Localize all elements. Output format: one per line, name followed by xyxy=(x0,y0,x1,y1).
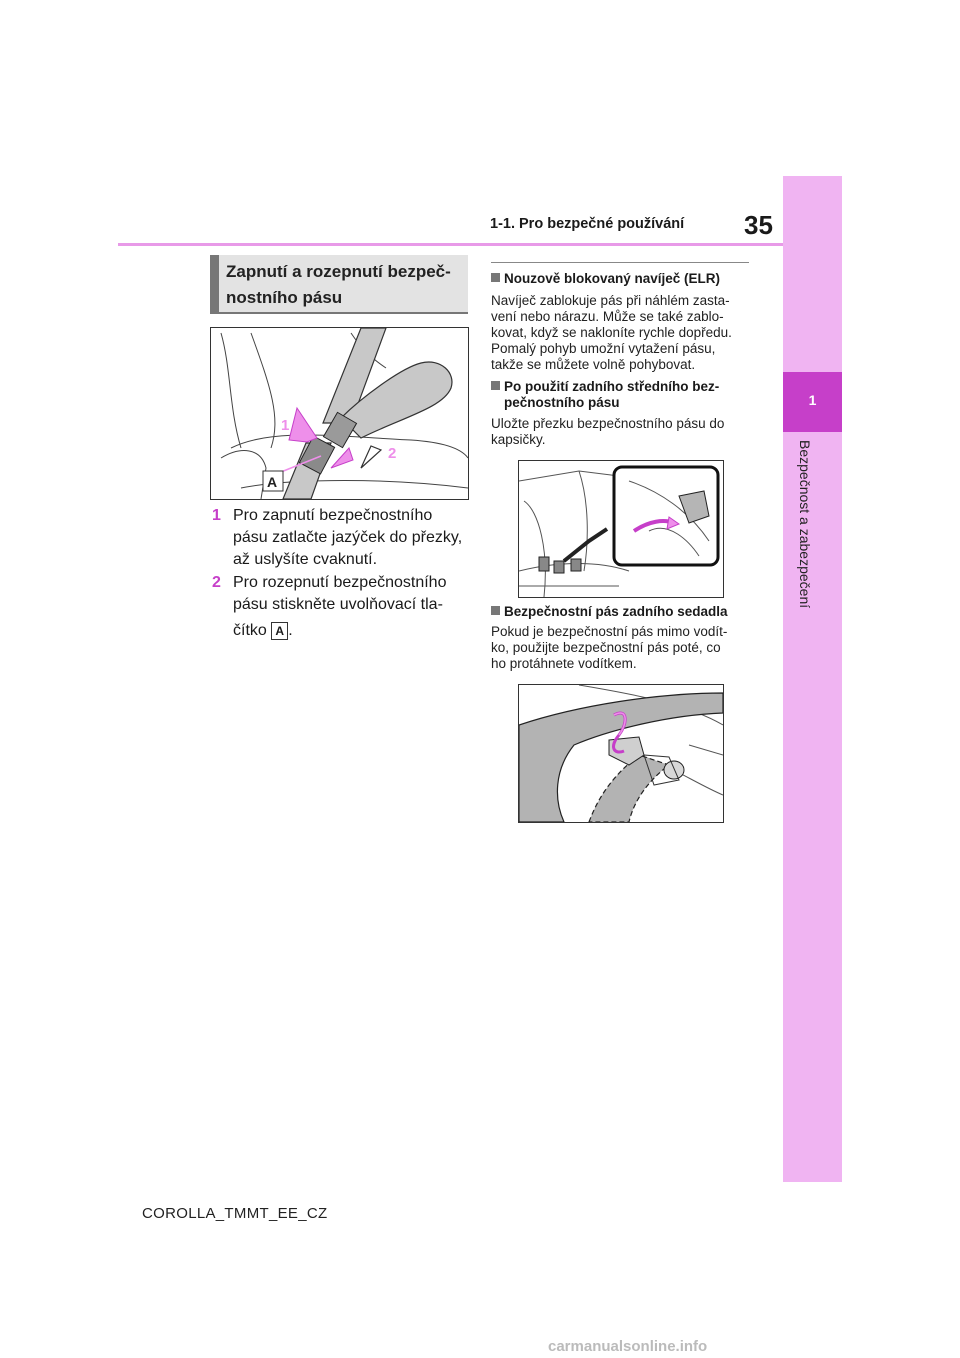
step-1 xyxy=(212,505,482,575)
subheading-text: Nouzově blokovaný navíječ (ELR) xyxy=(504,271,721,286)
bullet-square-icon xyxy=(491,273,500,282)
step-text xyxy=(233,572,473,642)
step-line: Pro rozepnutí bezpečnostního xyxy=(233,574,447,591)
paragraph-line: vení nebo nárazu. Může se také zablo- xyxy=(491,309,724,324)
subheading-text: pečnostního pásu xyxy=(504,395,620,410)
step-text xyxy=(233,505,473,571)
chapter-number: 1 xyxy=(808,392,817,408)
subheading-text: Po použití zadního středního bez- xyxy=(504,379,720,394)
release-button-label: A xyxy=(271,622,288,640)
callout-a: A xyxy=(267,474,278,490)
watermark: carmanualsonline.info xyxy=(548,1338,708,1355)
callout-1: 1 xyxy=(281,417,290,434)
section-heading-line: nostního pásu xyxy=(226,288,343,307)
step-number: 1 xyxy=(212,507,221,524)
paragraph-line: kapsičky. xyxy=(491,432,546,447)
step-line: pásu stiskněte uvolňovací tla- xyxy=(233,596,443,613)
seatbelt-buckle-illustration xyxy=(210,327,469,500)
paragraph-line: kovat, když se nakloníte rychle dopředu. xyxy=(491,325,732,340)
page-number: 35 xyxy=(744,210,773,240)
step-line-last xyxy=(233,620,473,642)
section-heading xyxy=(226,259,462,311)
chapter-label: Bezpečnost a zabezpečení xyxy=(797,440,813,609)
document-code: COROLLA_TMMT_EE_CZ xyxy=(142,1205,328,1222)
chapter-side-tab xyxy=(783,176,842,1182)
bullet-square-icon xyxy=(491,606,500,615)
buckle-pocket-drawing xyxy=(519,461,723,597)
paragraph-line: Uložte přezku bezpečnostního pásu do xyxy=(491,416,725,431)
bullet-square-icon xyxy=(491,381,500,390)
header-title: 1-1. Pro bezpečné používání xyxy=(490,216,685,232)
paragraph-rear-center-belt xyxy=(491,416,753,448)
seatbelt-buckle-drawing xyxy=(211,328,468,499)
subheading-rear-seat-belt xyxy=(491,604,753,620)
step-line: až uslyšíte cvaknutí. xyxy=(233,551,378,568)
step-suffix: . xyxy=(288,622,293,639)
paragraph-line: ko, použijte bezpečnostní pás poté, co xyxy=(491,640,721,655)
paragraph-line: ho protáhnete vodítkem. xyxy=(491,656,637,671)
step-2 xyxy=(212,572,482,642)
section-heading-line: Zapnutí a rozepnutí bezpeč- xyxy=(226,262,451,281)
callout-2: 2 xyxy=(388,445,397,462)
subheading-text: Bezpečnostní pás zadního sedadla xyxy=(504,604,728,619)
column-rule xyxy=(491,262,749,263)
section-heading-bar xyxy=(210,255,219,314)
step-line: čítko xyxy=(233,622,267,639)
buckle-pocket-illustration xyxy=(518,460,724,598)
step-line: Pro zapnutí bezpečnostního xyxy=(233,507,433,524)
paragraph-line: Navíječ zablokuje pás při náhlém zasta- xyxy=(491,293,730,308)
paragraph-rear-seat-belt xyxy=(491,624,753,672)
subheading-rear-center-belt xyxy=(491,379,753,411)
paragraph-line: takže se můžete volně pohybovat. xyxy=(491,357,696,372)
paragraph-line: Pomalý pohyb umožní vytažení pásu, xyxy=(491,341,716,356)
header-rule xyxy=(118,243,783,246)
belt-guide-drawing xyxy=(519,685,723,822)
paragraph-line: Pokud je bezpečnostní pás mimo vodít- xyxy=(491,624,728,639)
belt-guide-illustration xyxy=(518,684,724,823)
step-line: pásu zatlačte jazýček do přezky, xyxy=(233,529,463,546)
step-number: 2 xyxy=(212,574,221,591)
subheading-elr xyxy=(491,271,753,287)
paragraph-elr xyxy=(491,293,753,373)
